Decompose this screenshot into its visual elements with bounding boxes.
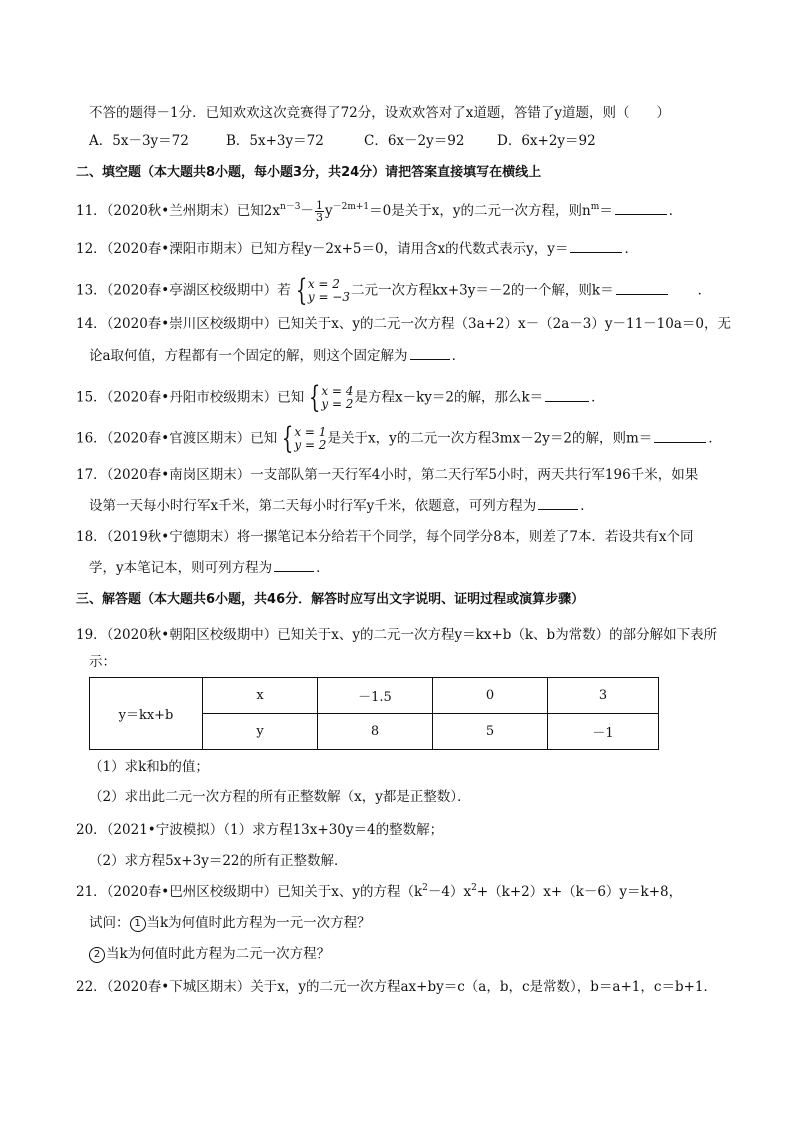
q13-system-row-2: y = −3 [307,290,350,304]
section-2-heading: 二、填空题（本大题共8小题，每小题3分，共24分）请把答案直接填写在横线上 [76,165,542,180]
question-18-line-2: 学，y本笔记本，则可列方程为 ． [89,557,330,578]
q15-system-row-1: x = 4 [321,384,354,398]
q16-suffix: 是关于x，y的二元一次方程3mx－2y＝2的解，则m＝ [327,430,653,447]
q21-exponent-2: 2 [471,883,477,893]
question-15: 15．（2020春•丹阳市校级期末）已知 { x = 4 y = 2 是方程x－ky＝2的解，那么k＝ ． [76,380,605,415]
q11-fraction [315,200,324,223]
circled-number-2: 2 [89,947,105,963]
q13-suffix: 二元一次方程kx+3y＝－2的一个解，则k＝ [351,282,614,299]
q12-text: 12．（2020春•溧阳市期末）已知方程y－2x+5＝0，请用含x的代数式表示y，y＝ [76,241,569,257]
q11-equals: ＝ [599,203,613,219]
question-19-line-1: 19．（2020秋•朝阳区校级期中）已知关于x、y的二元一次方程y＝kx+b（k、b为常数）的部分解如下表所 [76,627,718,643]
question-20-line-2: （2）求方程5x+3y＝22的所有正整数解． [89,853,348,869]
q15-system-row-2: y = 2 [321,397,354,411]
q21-mid: －4）x [427,884,472,900]
q21-sub-2: 当k为何值时此方程为二元一次方程？ [106,946,331,962]
question-21-line-2 [89,913,371,933]
q21-post: +（k+2）x+（k－6）y＝k+8， [476,884,683,900]
option-a: A．5x－3y＝72 [89,133,189,149]
section-3-heading: 三、解答题（本大题共6小题，共46分．解答时应写出文字说明、证明过程或演算步骤） [76,592,585,607]
table-y-value: －1 [548,714,659,750]
q11-minus: － [300,203,314,219]
q16-system-row-1: x = 1 [294,425,327,439]
q16-equation-system [278,421,327,456]
q14-answer-blank[interactable] [410,345,450,360]
table-y-value: 8 [318,714,433,750]
q12-answer-blank[interactable] [570,238,622,253]
table-x-value: －1.5 [318,678,433,714]
q13-brace: { [295,273,308,308]
q11-y: y [324,203,333,219]
option-c: C．6x－2y＝92 [364,133,465,149]
question-22-line-1: 22．（2020春•下城区期末）关于x，y的二元一次方程ax+by＝c（a，b，c是常数），b＝a+1，c＝b+1． [76,979,717,995]
question-13: 13．（2020春•亭湖区校级期中）若 { x = 2 y = −3 二元一次方程kx+3y＝－2的一个解，则k＝ ． [76,273,712,308]
q13-system-row-1: x = 2 [307,277,340,291]
q11-suffix: ＝0是关于x，y的二元一次方程，则n [369,203,591,219]
q21-pre: 21．（2020春•巴州区校级期中）已知关于x、y的方程（k [76,884,423,900]
question-14-line-1: 14．（2020春•崇川区校级期中）已知关于x、y的二元一次方程（3a+2）x－（2a－3）y－11－10a＝0，无 [76,316,731,332]
q11-fraction-denominator: 3 [315,211,323,224]
question-11: 11．（2020秋•兰州期末）已知$2x^{n-3}-$ $\frac{1}{3}$ $y^{-2m+1}=0$是关于x，y的二元一次方程，则$n^m=$ ． [76,199,683,224]
q21-line-2-lead: 试问： [89,915,130,931]
q11-exponent-3: m [590,202,600,212]
table-x-value: 0 [433,678,548,714]
q16-brace: { [282,421,294,456]
question-20-line-1: 20．（2021•宁波模拟）（1）求方程13x+30y＝4的整数解； [76,822,444,838]
q15-suffix: 是方程x－ky＝2的解，那么k＝ [354,389,544,406]
q16-system-row-2: y = 2 [294,438,327,452]
q11-prefix: 11．（2020秋•兰州期末）已知2x [76,203,280,219]
q11-exponent-1: n－3 [279,202,301,212]
q17-line-2-text: 设第一天每小时行军x千米，第二天每小时行军y千米，依题意，可列方程为 [89,498,537,514]
q15-prefix: 15．（2020春•丹阳市校级期末）已知 [76,389,305,406]
option-b: B．5x+3y＝72 [226,133,324,149]
circled-number-1: 1 [130,916,146,932]
table-y-header: y [203,714,318,750]
question-19-sub-1: （1）求k和b的值； [89,759,209,775]
question-14-line-2: 论a取何值，方程都有一个固定的解，则这个固定解为 ． [89,345,465,366]
question-17-line-1: 17．（2020春•南岗区期末）一支部队第一天行军4小时，第二天行军5小时，两天共行军196千米，如果 [76,467,699,483]
q16-answer-blank[interactable] [654,428,706,443]
table-x-value: 3 [548,678,659,714]
q13-answer-blank[interactable] [616,280,668,295]
table-label-cell: y＝kx+b [90,678,203,750]
q16-prefix: 16．（2020春•官渡区期末）已知 [76,430,278,447]
question-16: 16．（2020春•官渡区期末）已知 { x = 1 y = 2 是关于x，y的二元一次方程3mx－2y＝2的解，则m＝ ． [76,421,722,456]
q14-line-2-text: 论a取何值，方程都有一个固定的解，则这个固定解为 [89,348,408,364]
table-row [90,678,659,714]
question-19-sub-2: （2）求出此二元一次方程的所有正整数解（x，y都是正整数）． [89,789,471,805]
q15-brace: { [309,380,321,415]
q21-sub-1: 当k为何值时此方程为一元一次方程？ [146,915,371,931]
solutions-table [89,677,659,750]
question-18-line-1: 18．（2019秋•宁德期末）将一摞笔记本分给若干个同学，每个同学分8本，则差了7本．若设共有x个同 [76,529,694,545]
table-x-header: x [203,678,318,714]
q18-answer-blank[interactable] [274,557,314,572]
question-12: 12．（2020春•溧阳市期末）已知方程y－2x+5＝0，请用含x的代数式表示y，y＝ ． [76,238,638,259]
question-17-line-2: 设第一天每小时行军x千米，第二天每小时行军y千米，依题意，可列方程为 ． [89,495,594,516]
option-d: D．6x+2y＝92 [497,133,596,149]
question-19-line-2: 示： [89,654,116,670]
table-y-value: 5 [433,714,548,750]
q17-answer-blank[interactable] [538,495,578,510]
q11-fraction-numerator: 1 [315,199,323,212]
q11-exponent-2: －2m+1 [332,202,370,212]
question-21-line-3 [89,944,330,964]
q15-equation-system [305,380,354,415]
q21-exponent-1: 2 [422,883,428,893]
question-10-tail: 不答的题得－1分．已知欢欢这次竞赛得了72分，设欢欢答对了x道题，答错了y道题，则（ ） [89,105,671,121]
question-21-line-1 [76,882,682,902]
q11-answer-blank[interactable] [615,200,667,215]
q15-answer-blank[interactable] [545,387,589,402]
q18-line-2-text: 学，y本笔记本，则可列方程为 [89,560,273,576]
q13-equation-system [292,273,350,308]
q13-prefix: 13．（2020春•亭湖区校级期中）若 [76,282,291,299]
